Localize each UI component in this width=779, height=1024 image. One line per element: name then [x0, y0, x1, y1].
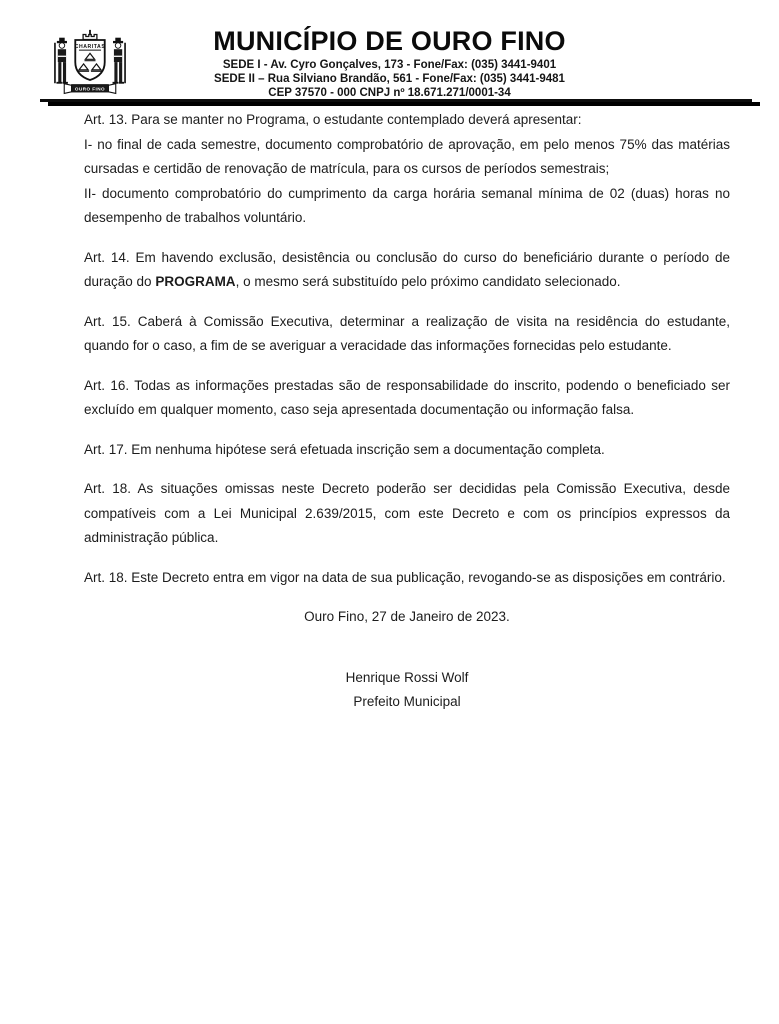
document-body	[84, 108, 730, 715]
organization-title: MUNICÍPIO DE OURO FINO	[213, 26, 566, 56]
article-18-b: Art. 18. Este Decreto entra em vigor na data de sua publicação, revogando-se as disposições em contrário.	[84, 569, 726, 585]
signatory-name: Henrique Rossi Wolf	[345, 669, 469, 685]
signatory-role: Prefeito Municipal	[353, 694, 461, 709]
article-14-text-post: , o mesmo será substituído pelo próximo candidato selecionado.	[235, 274, 621, 289]
address-line-3: CEP 37570 - 000 CNPJ nº 18.671.271/0001-34	[268, 86, 511, 99]
article-13-heading: Art. 13. Para se manter no Programa, o estudante contemplado deverá apresentar:	[84, 112, 582, 127]
address-line-1: SEDE I - Av. Cyro Gonçalves, 173 - Fone/Fax: (035) 3441-9401	[222, 59, 557, 71]
shield-motto: CHARITAS	[74, 43, 106, 50]
article-13-item-2: II- documento comprobatório do cumprimento da carga horária semanal mínima de 02 (duas) horas no desempenho de trabalhos voluntário.	[84, 185, 730, 225]
article-13-item-1: I- no final de cada semestre, documento comprobatório de aprovação, em pelo menos 75% das matérias cursadas e certidão de renovação de matrícula, para os cursos de períodos semestrais;	[84, 136, 730, 176]
article-16: Art. 16. Todas as informações prestadas são de responsabilidade do inscrito, podendo o beneficiado ser excluído em qualquer momento, caso seja apresentada documentação ou informação falsa.	[84, 377, 730, 417]
banner-text: OURO FINO	[74, 86, 106, 92]
article-14-text-pre: Art. 14. Em havendo exclusão, desistência ou conclusão do curso do beneficiário durante o período de duração do	[84, 249, 730, 289]
article-17: Art. 17. Em nenhuma hipótese será efetuada inscrição sem a documentação completa.	[84, 441, 605, 457]
divider-thick-line	[48, 102, 760, 106]
signature-block	[84, 666, 730, 715]
address-line-2: SEDE II – Rua Silviano Brandão, 561 - Fone/Fax: (035) 3441-9481	[214, 72, 565, 85]
organization-addresses	[0, 59, 779, 100]
article-18-a: Art. 18. As situações omissas neste Decreto poderão ser decididas pela Comissão Executiva, desde compatíveis com a Lei Municipal 2.639/2015, com este Decreto e com os princípios expressos da administração pública.	[84, 481, 730, 545]
article-14-programa-bold: PROGRAMA	[155, 274, 236, 289]
header-divider-rule	[40, 99, 760, 107]
letterhead	[0, 0, 779, 110]
article-14	[84, 246, 730, 295]
date-place-line: Ouro Fino, 27 de Janeiro de 2023.	[304, 609, 510, 624]
article-15: Art. 15. Caberá à Comissão Executiva, determinar a realização de visita na residência do estudante, quando for o caso, a fim de se averiguar a veracidade das informações fornecidas pelo estudante.	[84, 313, 730, 353]
